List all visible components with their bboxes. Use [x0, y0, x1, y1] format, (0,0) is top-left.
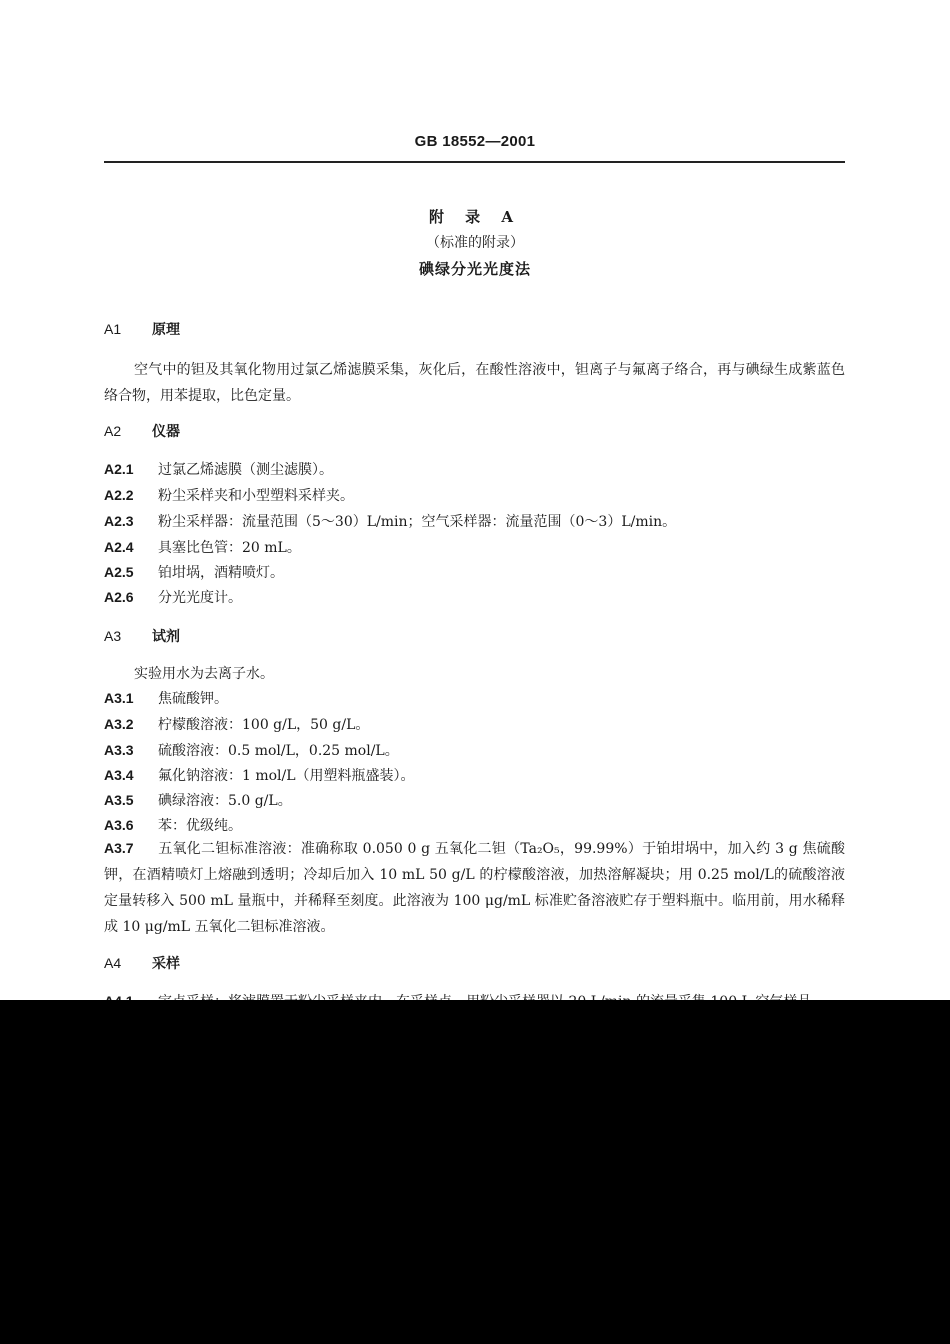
item-text: 硫酸溶液：0.5 mol/L，0.25 mol/L。	[158, 743, 399, 759]
list-item	[104, 815, 845, 835]
item-text: 铂坩埚，酒精喷灯。	[158, 565, 284, 581]
item-text: 分光光度计。	[158, 590, 242, 606]
method-title: 碘绿分光光度法	[418, 260, 531, 278]
item-number: A3.6	[104, 817, 134, 833]
standard-number: GB 18552—2001	[414, 133, 536, 150]
item-text: 具塞比色管：20 mL。	[158, 540, 301, 556]
section-heading-a3	[104, 626, 180, 646]
item-text: 碘绿溶液：5.0 g/L。	[158, 793, 292, 809]
list-item	[104, 714, 845, 734]
section-number: A3	[104, 628, 122, 644]
section-a3-intro: 实验用水为去离子水。	[134, 666, 274, 682]
list-item	[104, 688, 845, 708]
item-number: A3.3	[104, 742, 134, 758]
list-item	[104, 790, 845, 810]
scan-black-region	[0, 1000, 950, 1344]
item-number: A2.4	[104, 539, 134, 555]
section-number: A2	[104, 423, 122, 439]
item-number: A3.2	[104, 716, 134, 732]
list-item	[104, 765, 845, 785]
section-heading-a2	[104, 421, 180, 441]
item-text: 柠檬酸溶液：100 g/L，50 g/L。	[158, 717, 370, 733]
list-item	[104, 587, 845, 607]
item-number: A2.3	[104, 513, 134, 529]
list-item	[104, 562, 845, 582]
item-number: A3.5	[104, 792, 134, 808]
item-number: A2.5	[104, 564, 134, 580]
section-heading-a4	[104, 953, 180, 973]
list-item	[104, 537, 845, 557]
item-text: 过氯乙烯滤膜（测尘滤膜）。	[158, 462, 333, 478]
item-number: A2.2	[104, 487, 134, 503]
list-item	[104, 485, 845, 505]
section-title: 试剂	[152, 629, 180, 645]
list-item	[104, 511, 845, 531]
section-number: A4	[104, 955, 122, 971]
section-a1-body: 空气中的钽及其氧化物用过氯乙烯滤膜采集，灰化后，在酸性溶液中，钽离子与氟离子络合，再与碘绿生成紫蓝色络合物，用苯提取，比色定量。	[104, 362, 845, 404]
list-item	[104, 835, 845, 940]
item-number: A2.1	[104, 461, 134, 477]
header-rule	[104, 161, 845, 163]
list-item	[104, 459, 845, 479]
section-title: 原理	[152, 322, 180, 338]
item-text: 焦硫酸钾。	[158, 691, 228, 707]
section-number: A1	[104, 321, 122, 337]
item-number: A3.4	[104, 767, 134, 783]
item-text: 粉尘采样夹和小型塑料采样夹。	[158, 488, 354, 504]
list-item	[104, 740, 845, 760]
section-title: 采样	[152, 956, 180, 972]
section-title: 仪器	[152, 424, 180, 440]
appendix-subtitle: （标准的附录）	[426, 235, 524, 251]
appendix-title: 附 录 A	[428, 208, 522, 226]
item-text: 氟化钠溶液：1 mol/L（用塑料瓶盛装）。	[158, 768, 415, 784]
item-number: A2.6	[104, 589, 134, 605]
item-text: 粉尘采样器：流量范围（5～30）L/min；空气采样器：流量范围（0～3）L/min。	[158, 514, 677, 530]
item-text: 苯：优级纯。	[158, 818, 242, 834]
section-heading-a1	[104, 319, 180, 339]
item-number: A3.7	[104, 840, 134, 856]
item-text: 五氧化二钽标准溶液：准确称取 0.050 0 g 五氧化二钽（Ta₂O₅，99.99%）于铂坩埚中，加入约 3 g 焦硫酸钾，在酒精喷灯上熔融到透明；冷却后加入 10 mL 50 g/L 的柠檬酸溶液，加热溶解凝块；用 0.25 mol/L的硫酸溶液定量转移入 500 mL 量瓶中，并稀释至刻度。此溶液为 100 μg/mL 标准贮备溶液贮存于塑料瓶中。临用前，用水稀释成 10 μg/mL 五氧化二钽标准溶液。	[104, 841, 845, 935]
item-number: A3.1	[104, 690, 134, 706]
